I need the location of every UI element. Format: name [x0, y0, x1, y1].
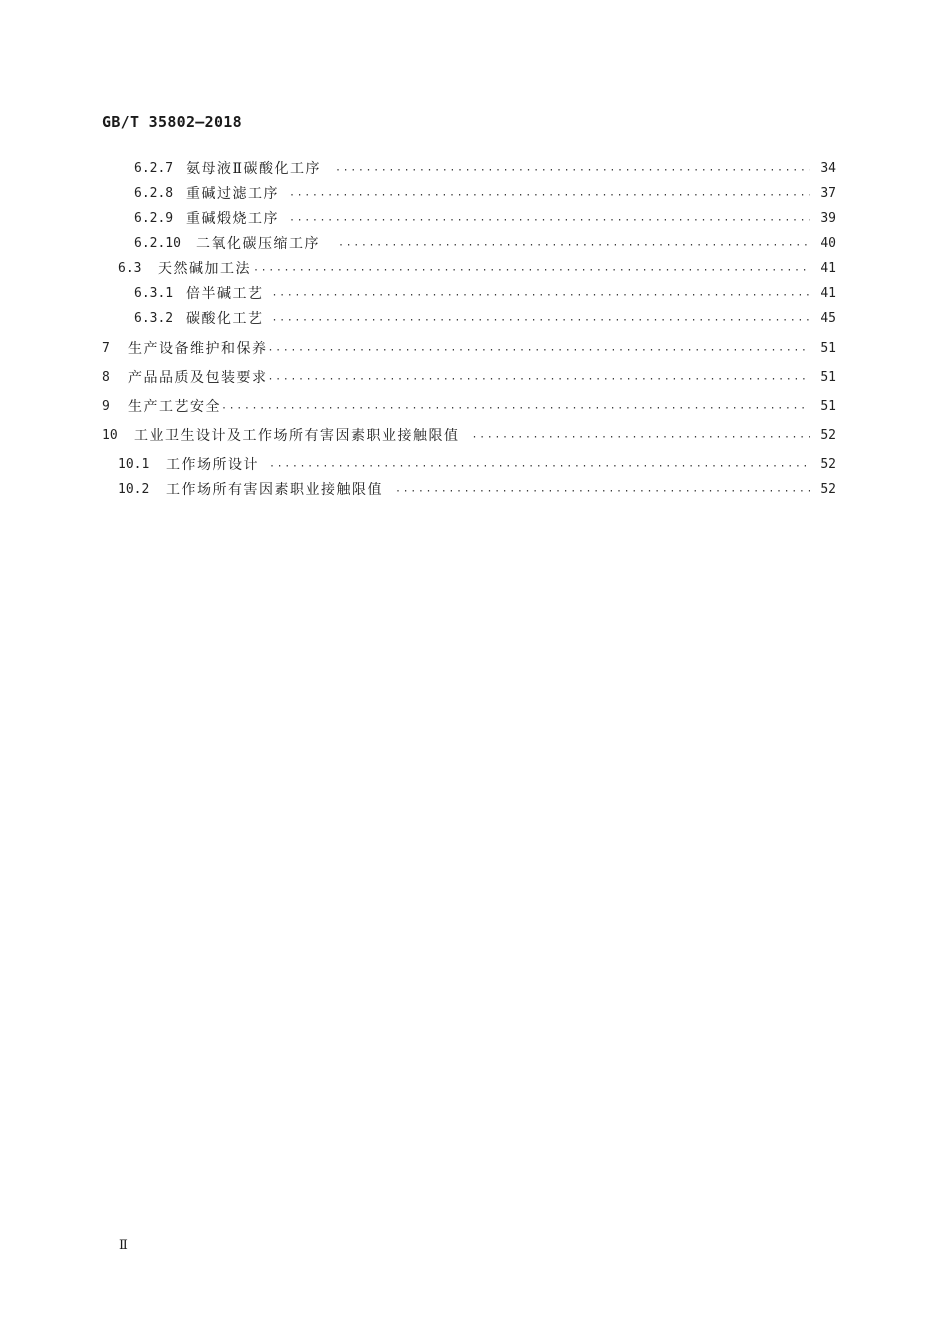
toc-leader-dots: [395, 485, 810, 499]
toc-entry-title: 工作场所设计: [166, 457, 259, 473]
toc-entry-number: 6.2.9: [134, 211, 174, 226]
toc-entry-number: 6.3: [118, 261, 142, 276]
toc-entry-page: 34: [820, 161, 836, 176]
toc-leader-dots: [335, 164, 810, 178]
toc-entry-title: 生产设备维护和保养: [128, 341, 268, 357]
toc-leader-dots: [272, 314, 811, 328]
toc-entry-title: 生产工艺安全: [128, 399, 221, 415]
toc-leader-dots: [289, 214, 810, 228]
toc-entry[interactable]: [118, 452, 836, 474]
toc-entry-page: 51: [820, 370, 836, 385]
toc-entry-number: 6.3.1: [134, 286, 174, 301]
toc-entry-page: 52: [820, 428, 836, 443]
toc-entry[interactable]: [102, 394, 836, 416]
toc-entry-title: 重碱煅烧工序: [186, 211, 279, 227]
toc-leader-dots: [268, 344, 811, 358]
toc-entry-title: 氨母液Ⅱ碳酸化工序: [186, 161, 322, 177]
toc-entry-title: 碳酸化工艺: [186, 311, 264, 327]
toc-leader-dots: [253, 264, 810, 278]
toc-entry-page: 41: [820, 286, 836, 301]
toc-entry[interactable]: [134, 231, 836, 253]
toc-leader-dots: [221, 402, 810, 416]
toc-entry-number: 6.3.2: [134, 311, 174, 326]
toc-entry[interactable]: [134, 206, 836, 228]
toc-entry[interactable]: [134, 156, 836, 178]
toc-entry[interactable]: [102, 365, 836, 387]
toc-entry-number: 10: [102, 428, 118, 443]
toc-entry[interactable]: [134, 306, 836, 328]
toc-entry[interactable]: [102, 423, 836, 445]
toc-entry-number: 10.2: [118, 482, 150, 497]
toc-entry[interactable]: [134, 181, 836, 203]
toc-leader-dots: [269, 460, 810, 474]
toc-entry-page: 45: [820, 311, 836, 326]
toc-entry-title: 重碱过滤工序: [186, 186, 279, 202]
toc-entry-page: 52: [820, 457, 836, 472]
toc-entry-number: 6.2.7: [134, 161, 174, 176]
toc-entry-number: 10.1: [118, 457, 150, 472]
toc-entry-title: 天然碱加工法: [158, 261, 251, 277]
toc-entry-page: 39: [820, 211, 836, 226]
toc-entry-title: 倍半碱工艺: [186, 286, 264, 302]
toc-leader-dots: [289, 189, 810, 203]
toc-leader-dots: [338, 239, 810, 253]
toc-entry[interactable]: [118, 477, 836, 499]
toc-entry[interactable]: [118, 256, 836, 278]
toc-entry[interactable]: [102, 336, 836, 358]
toc-entry-page: 40: [820, 236, 836, 251]
standard-code: GB/T 35802—2018: [102, 113, 242, 131]
toc-entry-page: 52: [820, 482, 836, 497]
toc-entry-title: 二氧化碳压缩工序: [196, 236, 320, 252]
toc-entry-title: 工业卫生设计及工作场所有害因素职业接触限值: [134, 428, 460, 444]
toc-entry-number: 8: [102, 370, 110, 385]
toc-leader-dots: [268, 373, 811, 387]
toc-entry-title: 工作场所有害因素职业接触限值: [166, 482, 383, 498]
page-number-roman: Ⅱ: [119, 1238, 128, 1253]
toc-entry-page: 37: [820, 186, 836, 201]
toc-entry-number: 6.2.8: [134, 186, 174, 201]
toc-entry-number: 6.2.10: [134, 236, 181, 251]
toc-entry-page: 51: [820, 341, 836, 356]
toc-entry[interactable]: [134, 281, 836, 303]
toc-entry-page: 41: [820, 261, 836, 276]
toc-entry-title: 产品品质及包装要求: [128, 370, 268, 386]
toc-entry-number: 9: [102, 399, 110, 414]
toc-entry-number: 7: [102, 341, 110, 356]
toc-entry-page: 51: [820, 399, 836, 414]
toc-leader-dots: [272, 289, 811, 303]
toc-leader-dots: [472, 431, 811, 445]
